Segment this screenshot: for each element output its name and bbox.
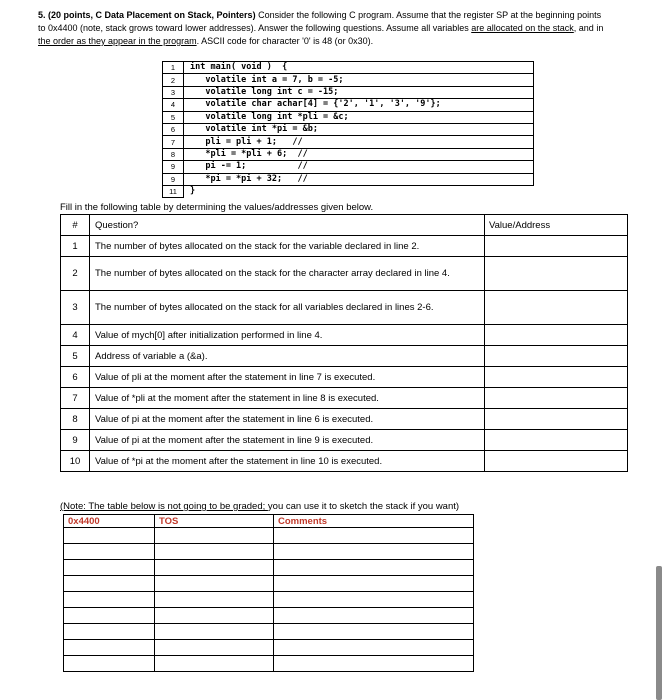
answer-cell[interactable] (485, 388, 628, 409)
code-text: pi -= 1; // (184, 161, 534, 173)
line-number: 5 (163, 111, 184, 123)
question-intro-2: , and in (573, 23, 604, 33)
line-number: 9 (163, 173, 184, 185)
stack-comment-cell[interactable] (274, 640, 474, 656)
stack-header-comments: Comments (274, 515, 474, 528)
fill-instruction: Fill in the following table by determining the values/addresses given below. (60, 202, 374, 213)
stack-comment-cell[interactable] (274, 592, 474, 608)
line-number: 6 (163, 123, 184, 135)
sketch-note-a: (Note: The table below is not going to be graded; (60, 501, 268, 512)
code-text: *pi = *pi + 32; // (184, 173, 534, 185)
question-number: 6 (61, 367, 90, 388)
question-number: 3 (61, 291, 90, 325)
sketch-note-b: you can use it to sketch the stack if you want) (267, 501, 460, 512)
question-row (61, 388, 628, 409)
question-text: Address of variable a (&a). (90, 346, 485, 367)
question-text: Value of *pi at the moment after the statement in line 10 is executed. (90, 451, 485, 472)
answer-cell[interactable] (485, 346, 628, 367)
answer-cell[interactable] (485, 236, 628, 257)
question-number: 2 (61, 257, 90, 291)
question-intro-3: . ASCII code for character '0' is 48 (or 0x30). (196, 36, 374, 46)
question-row (61, 257, 628, 291)
line-number: 2 (163, 74, 184, 86)
answer-cell[interactable] (485, 291, 628, 325)
stack-address-cell[interactable] (64, 624, 155, 640)
answer-cell[interactable] (485, 257, 628, 291)
stack-comment-cell[interactable] (274, 528, 474, 544)
answer-cell[interactable] (485, 367, 628, 388)
code-text: } (190, 186, 196, 197)
question-row (61, 451, 628, 472)
question-number: 9 (61, 430, 90, 451)
line-number: 4 (163, 99, 184, 111)
answer-cell[interactable] (485, 325, 628, 346)
question-table (60, 214, 628, 472)
stack-tos-cell[interactable] (155, 544, 274, 560)
stack-row (64, 608, 474, 624)
stack-comment-cell[interactable] (274, 544, 474, 560)
header-number: # (61, 215, 90, 236)
question-number: 5 (61, 346, 90, 367)
code-text: volatile char achar[4] = {'2', '1', '3', '9'}; (184, 99, 534, 111)
question-number: 4 (61, 325, 90, 346)
stack-row (64, 560, 474, 576)
question-text: The number of bytes allocated on the stack for the variable declared in line 2. (90, 236, 485, 257)
stack-tos-cell[interactable] (155, 576, 274, 592)
stack-tos-cell[interactable] (155, 560, 274, 576)
stack-address-cell[interactable] (64, 576, 155, 592)
header-question: Question? (90, 215, 485, 236)
code-text: volatile long int c = -15; (184, 86, 534, 98)
stack-header-tos: TOS (155, 515, 274, 528)
answer-cell[interactable] (485, 451, 628, 472)
code-text: pli = pli + 1; // (184, 136, 534, 148)
code-line (163, 148, 534, 160)
question-text: Value of *pli at the moment after the statement in line 8 is executed. (90, 388, 485, 409)
line-number: 8 (163, 148, 184, 160)
code-line (163, 123, 534, 135)
question-intro-1: Consider the following C program. Assume that the register SP at the beginning points to 0x4400 (note, stack grows toward lower addresses). Answer the following questions. Assume all variables (38, 10, 602, 33)
stack-sketch-table (63, 514, 474, 672)
question-text: The number of bytes allocated on the stack for the character array declared in line 4. (90, 257, 485, 291)
line-number: 3 (163, 86, 184, 98)
question-row (61, 430, 628, 451)
code-line (163, 99, 534, 111)
code-listing (162, 61, 534, 198)
stack-row (64, 544, 474, 560)
question-number: 10 (61, 451, 90, 472)
stack-row (64, 528, 474, 544)
question-header (38, 9, 606, 48)
page-scrollbar[interactable] (656, 566, 662, 700)
question-intro-underline-1: are allocated on the stack (471, 23, 574, 33)
answer-cell[interactable] (485, 409, 628, 430)
sketch-note (60, 501, 459, 512)
code-text: volatile int a = 7, b = -5; (184, 74, 534, 86)
stack-address-cell[interactable] (64, 656, 155, 672)
stack-comment-cell[interactable] (274, 608, 474, 624)
stack-address-cell[interactable] (64, 544, 155, 560)
stack-address-cell[interactable] (64, 640, 155, 656)
code-line (163, 185, 534, 197)
stack-tos-cell[interactable] (155, 608, 274, 624)
stack-comment-cell[interactable] (274, 560, 474, 576)
code-line (163, 62, 534, 74)
question-row (61, 346, 628, 367)
question-row (61, 367, 628, 388)
stack-tos-cell[interactable] (155, 624, 274, 640)
question-number: 8 (61, 409, 90, 430)
stack-sketch-header (64, 515, 474, 528)
stack-tos-cell[interactable] (155, 528, 274, 544)
stack-address-cell[interactable] (64, 592, 155, 608)
stack-address-cell[interactable] (64, 560, 155, 576)
code-text: *pli = *pli + 6; // (184, 148, 534, 160)
question-number: 7 (61, 388, 90, 409)
stack-row (64, 640, 474, 656)
code-line (163, 74, 534, 86)
line-number: 1 (163, 62, 184, 74)
code-line (163, 136, 534, 148)
question-text: Value of pi at the moment after the statement in line 9 is executed. (90, 430, 485, 451)
stack-row (64, 592, 474, 608)
question-title: 5. (20 points, C Data Placement on Stack, Pointers) (38, 10, 256, 20)
line-number: 7 (163, 136, 184, 148)
question-number: 1 (61, 236, 90, 257)
stack-comment-cell[interactable] (274, 624, 474, 640)
code-line (163, 86, 534, 98)
stack-comment-cell[interactable] (274, 656, 474, 672)
question-intro-underline-2: the order as they appear in the program (38, 36, 197, 46)
stack-address-cell[interactable] (64, 528, 155, 544)
header-value-address: Value/Address (485, 215, 628, 236)
stack-row (64, 576, 474, 592)
question-text: Value of mych[0] after initialization performed in line 4. (90, 325, 485, 346)
line-number: 9 (163, 161, 184, 173)
stack-tos-cell[interactable] (155, 640, 274, 656)
stack-row (64, 624, 474, 640)
code-line (163, 111, 534, 123)
question-row (61, 325, 628, 346)
question-text: Value of pli at the moment after the statement in line 7 is executed. (90, 367, 485, 388)
question-text: The number of bytes allocated on the stack for all variables declared in lines 2-6. (90, 291, 485, 325)
code-line (163, 173, 534, 185)
stack-header-address: 0x4400 (64, 515, 155, 528)
code-text: int main( void ) { (184, 62, 534, 74)
code-text: volatile int *pi = &b; (184, 123, 534, 135)
answer-cell[interactable] (485, 430, 628, 451)
stack-tos-cell[interactable] (155, 656, 274, 672)
code-text: volatile long int *pli = &c; (184, 111, 534, 123)
question-row (61, 409, 628, 430)
question-text: Value of pi at the moment after the statement in line 6 is executed. (90, 409, 485, 430)
line-number: 11 (163, 185, 184, 197)
question-table-header (61, 215, 628, 236)
stack-row (64, 656, 474, 672)
stack-tos-cell[interactable] (155, 592, 274, 608)
code-line (163, 161, 534, 173)
question-row (61, 291, 628, 325)
question-row (61, 236, 628, 257)
stack-comment-cell[interactable] (274, 576, 474, 592)
stack-address-cell[interactable] (64, 608, 155, 624)
